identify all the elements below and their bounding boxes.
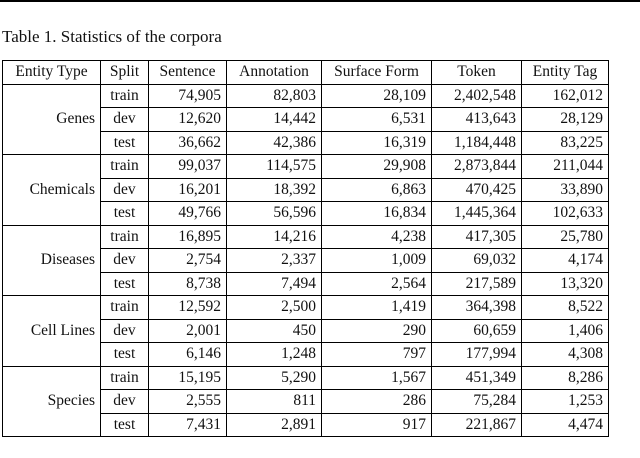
sentence-cell: 15,195 (149, 366, 227, 390)
table-caption: Table 1. Statistics of the corpora (2, 27, 222, 46)
entity-tag-cell: 8,286 (522, 366, 609, 390)
entity-tag-cell: 25,780 (522, 225, 609, 249)
entity-type-cell: Diseases (3, 225, 101, 296)
entity-type-cell: Chemicals (3, 155, 101, 226)
annotation-cell: 450 (227, 319, 322, 343)
entity-type-cell: Genes (3, 84, 101, 155)
sentence-cell: 2,001 (149, 319, 227, 343)
surface-form-cell: 1,567 (322, 366, 432, 390)
sentence-cell: 6,146 (149, 343, 227, 367)
surface-form-cell: 6,531 (322, 108, 432, 132)
entity-tag-cell: 4,174 (522, 249, 609, 273)
split-cell: test (101, 413, 149, 437)
annotation-cell: 42,386 (227, 131, 322, 155)
top-rule (0, 0, 640, 2)
split-cell: dev (101, 249, 149, 273)
table-row (3, 84, 609, 108)
split-cell: dev (101, 108, 149, 132)
header-token: Token (432, 61, 522, 85)
surface-form-cell: 4,238 (322, 225, 432, 249)
entity-tag-cell: 1,253 (522, 390, 609, 414)
token-cell: 451,349 (432, 366, 522, 390)
entity-tag-cell: 33,890 (522, 178, 609, 202)
token-cell: 221,867 (432, 413, 522, 437)
surface-form-cell: 1,419 (322, 296, 432, 320)
table-row (3, 366, 609, 390)
split-cell: test (101, 202, 149, 226)
split-cell: test (101, 272, 149, 296)
surface-form-cell: 1,009 (322, 249, 432, 273)
sentence-cell: 16,895 (149, 225, 227, 249)
token-cell: 470,425 (432, 178, 522, 202)
sentence-cell: 12,620 (149, 108, 227, 132)
table-row (3, 296, 609, 320)
annotation-cell: 5,290 (227, 366, 322, 390)
annotation-cell: 7,494 (227, 272, 322, 296)
annotation-cell: 811 (227, 390, 322, 414)
token-cell: 217,589 (432, 272, 522, 296)
sentence-cell: 2,754 (149, 249, 227, 273)
token-cell: 364,398 (432, 296, 522, 320)
sentence-cell: 99,037 (149, 155, 227, 179)
annotation-cell: 1,248 (227, 343, 322, 367)
split-cell: test (101, 131, 149, 155)
annotation-cell: 82,803 (227, 84, 322, 108)
surface-form-cell: 286 (322, 390, 432, 414)
split-cell: dev (101, 178, 149, 202)
surface-form-cell: 29,908 (322, 155, 432, 179)
token-cell: 2,873,844 (432, 155, 522, 179)
table-body (3, 84, 609, 437)
entity-tag-cell: 4,474 (522, 413, 609, 437)
header-annotation: Annotation (227, 61, 322, 85)
entity-tag-cell: 1,406 (522, 319, 609, 343)
annotation-cell: 2,337 (227, 249, 322, 273)
entity-tag-cell: 13,320 (522, 272, 609, 296)
entity-tag-cell: 162,012 (522, 84, 609, 108)
split-cell: test (101, 343, 149, 367)
entity-type-cell: Cell Lines (3, 296, 101, 367)
entity-type-cell: Species (3, 366, 101, 437)
surface-form-cell: 917 (322, 413, 432, 437)
split-cell: train (101, 225, 149, 249)
token-cell: 177,994 (432, 343, 522, 367)
split-cell: dev (101, 390, 149, 414)
entity-tag-cell: 8,522 (522, 296, 609, 320)
entity-tag-cell: 102,633 (522, 202, 609, 226)
annotation-cell: 18,392 (227, 178, 322, 202)
token-cell: 1,445,364 (432, 202, 522, 226)
entity-tag-cell: 4,308 (522, 343, 609, 367)
entity-tag-cell: 28,129 (522, 108, 609, 132)
sentence-cell: 12,592 (149, 296, 227, 320)
header-sentence: Sentence (149, 61, 227, 85)
surface-form-cell: 797 (322, 343, 432, 367)
entity-tag-cell: 211,044 (522, 155, 609, 179)
sentence-cell: 2,555 (149, 390, 227, 414)
surface-form-cell: 16,319 (322, 131, 432, 155)
header-entity-type: Entity Type (3, 61, 101, 85)
table-row (3, 155, 609, 179)
header-row (3, 61, 609, 85)
sentence-cell: 74,905 (149, 84, 227, 108)
annotation-cell: 56,596 (227, 202, 322, 226)
sentence-cell: 8,738 (149, 272, 227, 296)
token-cell: 1,184,448 (432, 131, 522, 155)
token-cell: 69,032 (432, 249, 522, 273)
annotation-cell: 14,216 (227, 225, 322, 249)
annotation-cell: 114,575 (227, 155, 322, 179)
annotation-cell: 2,891 (227, 413, 322, 437)
token-cell: 413,643 (432, 108, 522, 132)
corpora-statistics-table (2, 60, 609, 437)
sentence-cell: 7,431 (149, 413, 227, 437)
surface-form-cell: 6,863 (322, 178, 432, 202)
split-cell: train (101, 155, 149, 179)
token-cell: 2,402,548 (432, 84, 522, 108)
token-cell: 75,284 (432, 390, 522, 414)
sentence-cell: 16,201 (149, 178, 227, 202)
header-split: Split (101, 61, 149, 85)
surface-form-cell: 290 (322, 319, 432, 343)
header-entity-tag: Entity Tag (522, 61, 609, 85)
surface-form-cell: 2,564 (322, 272, 432, 296)
split-cell: train (101, 296, 149, 320)
annotation-cell: 2,500 (227, 296, 322, 320)
split-cell: train (101, 366, 149, 390)
header-surface-form: Surface Form (322, 61, 432, 85)
surface-form-cell: 28,109 (322, 84, 432, 108)
token-cell: 417,305 (432, 225, 522, 249)
table-row (3, 225, 609, 249)
surface-form-cell: 16,834 (322, 202, 432, 226)
token-cell: 60,659 (432, 319, 522, 343)
annotation-cell: 14,442 (227, 108, 322, 132)
sentence-cell: 36,662 (149, 131, 227, 155)
split-cell: dev (101, 319, 149, 343)
entity-tag-cell: 83,225 (522, 131, 609, 155)
split-cell: train (101, 84, 149, 108)
sentence-cell: 49,766 (149, 202, 227, 226)
